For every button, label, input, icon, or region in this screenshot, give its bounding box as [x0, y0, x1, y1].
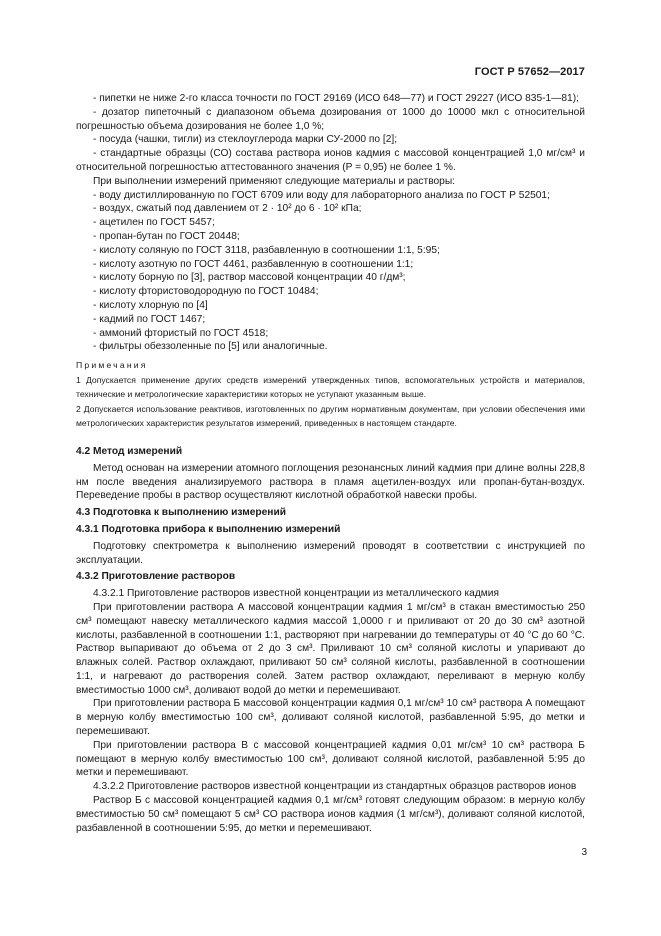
- list-item: - аммоний фтористый по ГОСТ 4518;: [93, 327, 269, 339]
- paragraph-solution-a: При приготовлении раствора А массовой концентрации кадмия 1 мг/см³ в стакан вместимостью 250 см³ помещают навеску металлического кадмия массой 1,0000 г и приливают от 20 до 30 см³ азотной кислоты, разбавленной в соотношении 1:1, растворяют при нагревании до температуры от 40 °С до 60 °С. Раствор выпаривают до объема от 2 до 3 см³. Приливают 10 см³ соляной кислоты и упаривают до влажных солей. Раствор охлаждают, приливают 50 см³ соляной кислоты, разбавленной в соотношении 1:1, и нагревают до растворения солей. Затем раствор охлаждают, переливают в мерную колбу вместимостью 1000 см³, доливают водой до метки и перемешивают.: [76, 601, 585, 696]
- list-item: - ацетилен по ГОСТ 5457;: [93, 217, 215, 229]
- section-heading-4-3-2: 4.3.2 Приготовление растворов: [76, 571, 236, 583]
- paragraph-solution-v: При приготовлении раствора В с массовой концентрацией кадмия 0,01 мг/см³ 10 см³ раствора Б помещают в мерную колбу вместимостью 100 см³, доливают соляной кислотой, разбавленной 5:95 до метки и перемешивают.: [76, 739, 585, 779]
- section-text-4-3-1: Подготовку спектрометра к выполнению измерений проводят в соответствии с инструкцией по эксплуатации.: [76, 540, 585, 566]
- paragraph-solution-b-from-so: Раствор Б с массовой концентрацией кадмия 0,1 мг/см³ готовят следующим образом: в мерную колбу вместимостью 50 см³ помещают 5 см³ СО раствора ионов кадмия (1 мг/см³), доливают соляной кислотой, разбавленной в соотношении 5:95, до метки и перемешивают.: [76, 795, 585, 834]
- section-heading-4-2: 4.2 Метод измерений: [76, 445, 183, 457]
- paragraph-solution-b: При приготовлении раствора Б массовой концентрации кадмия 0,1 мг/см³ 10 см³ раствора А помещают в мерную колбу вместимостью 100 см³, доливают соляной кислотой, разбавленной 5:95, до метки и перемешивают.: [76, 698, 585, 738]
- list-item: - кадмий по ГОСТ 1467;: [93, 313, 206, 325]
- page-number: 3: [581, 847, 587, 858]
- list-item: - пипетки не ниже 2-го класса точности по ГОСТ 29169 (ИСО 648—77) и ГОСТ 29227 (ИСО 835-1—81);: [93, 93, 579, 104]
- list-item: - кислоту хлорную по [4]: [93, 299, 208, 311]
- list-item: - кислоту азотную по ГОСТ 4461, разбавленную в соотношении 1:1;: [93, 258, 414, 270]
- list-item: - стандартные образцы (СО) состава раствора ионов кадмия с массовой концентрацией 1,0 мг/см³ и относительной погрешностью аттестованного значения (P = 0,95) не более 1 %.: [76, 148, 585, 173]
- list-item: - кислоту борную по [3], раствор массовой концентрации 40 г/дм³;: [93, 272, 406, 284]
- note-1: 1 Допускается применение других средств измерений утвержденных типов, вспомогательных устройств и материалов, технические и метрологические характеристики которых не уступают указанным выше.: [76, 374, 585, 400]
- notes-title: Примечания: [76, 360, 148, 371]
- subsection-heading-4-3-2-1: 4.3.2.1 Приготовление растворов известной концентрации из металлического кадмия: [93, 588, 499, 600]
- list-item: - дозатор пипеточный с диапазоном объема дозирования от 1000 до 10000 мкл с относительной погрешностью объема дозирования не более 1,0 %;: [76, 106, 585, 132]
- document-code: ГОСТ Р 57652—2017: [474, 66, 585, 78]
- list-item: - кислоту фтористоводородную по ГОСТ 10484;: [93, 286, 319, 298]
- list-item: - посуда (чашки, тигли) из стеклоуглерода марки СУ-2000 по [2];: [93, 134, 398, 146]
- page-body: [76, 92, 585, 835]
- list-item: - фильтры обеззоленные по [5] или аналогичные.: [93, 341, 328, 353]
- list-item: - воздух, сжатый под давлением от 2 · 10² до 6 · 10² кПа;: [93, 203, 362, 215]
- list-item: - пропан-бутан по ГОСТ 20448;: [93, 230, 240, 242]
- list-item: - воду дистиллированную по ГОСТ 6709 или воду для лабораторного анализа по ГОСТ Р 52501;: [93, 189, 550, 201]
- section-heading-4-3-1: 4.3.1 Подготовка прибора к выполнению измерений: [76, 523, 341, 535]
- subsection-heading-4-3-2-2: 4.3.2.2 Приготовление растворов известной концентрации из стандартных образцов растворов ионов: [93, 781, 577, 793]
- section-heading-4-3: 4.3 Подготовка к выполнению измерений: [76, 507, 286, 519]
- materials-intro: При выполнении измерений применяют следующие материалы и растворы:: [93, 175, 455, 187]
- list-item: - кислоту соляную по ГОСТ 3118, разбавленную в соотношении 1:1, 5:95;: [93, 244, 440, 256]
- note-2: 2 Допускается использование реактивов, изготовленных по другим нормативным документам, при условии обеспечения ими метрологических характеристик результатов измерений, приведенных в настоящем стандарте.: [76, 403, 585, 429]
- section-text-4-2: Метод основан на измерении атомного поглощения резонансных линий кадмия при длине волны 228,8 нм после введения анализируемого раствора в пламя ацетилен-воздух или пропан-бутан-воздух. Переведение пробы в раствор осуществляют кислотной обработкой навески пробы.: [76, 462, 585, 502]
